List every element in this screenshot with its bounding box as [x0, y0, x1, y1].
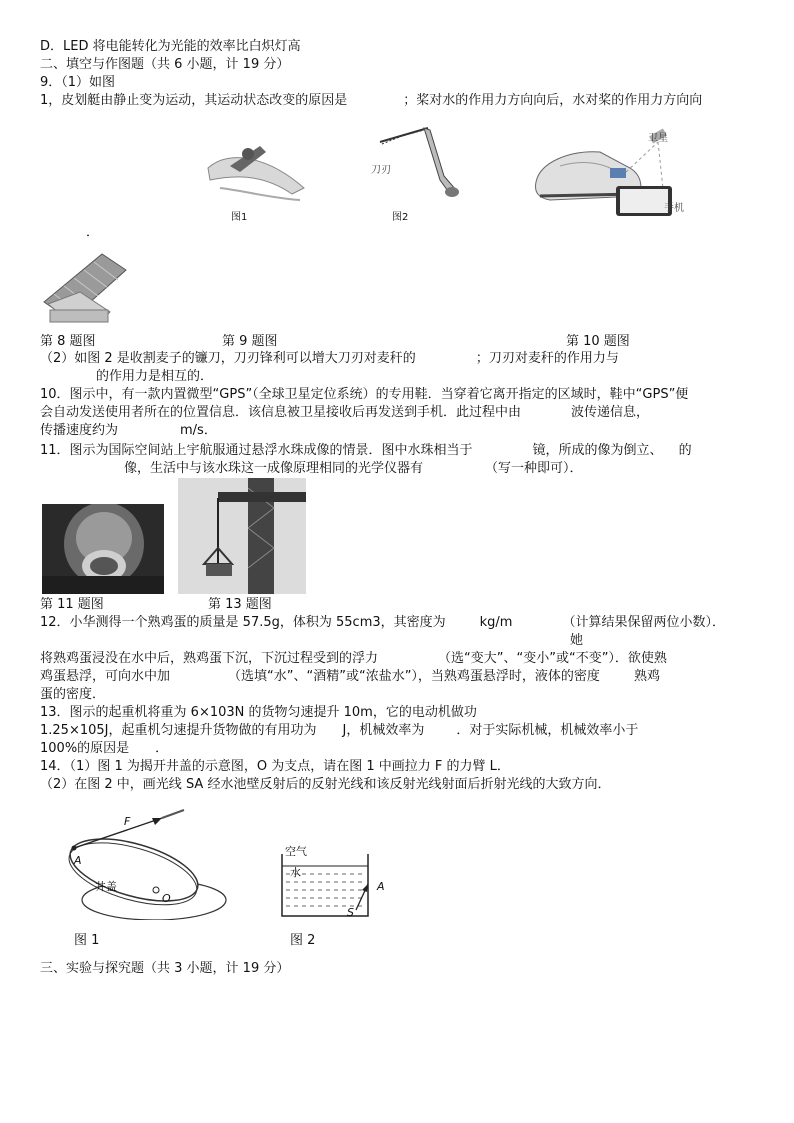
q12-line4: 蛋的密度． [40, 687, 106, 702]
label-F: F [124, 815, 131, 828]
q10-caption: 第 10 题图 [566, 334, 630, 349]
q14-fig1-caption: 图 1 [74, 933, 100, 948]
q13-line3: 100%的原因是 ． [40, 741, 169, 756]
label-A: A [74, 854, 82, 867]
q10-line3: 传播速度约为 m/s． [40, 423, 217, 438]
q10-line1: 10．图示中，有一款内置微型“GPS”（全球卫星定位系统）的专用鞋．当穿着它离开指定的区域时，鞋中“GPS”便 [40, 387, 689, 402]
q9-caption: 第 9 题图 [222, 334, 278, 349]
q14-line1: 14．（1）图 1 为揭开井盖的示意图，O 为支点，请在图 1 中画拉力 F 的力臂 L． [40, 759, 510, 774]
q12-line2: 将熟鸡蛋浸没在水中后，熟鸡蛋下沉，下沉过程受到的浮力 （选“变大”、“变小”或“不变”）．欲使熟 [40, 651, 667, 666]
q10-line2: 会自动发送使用者所在的位置信息．该信息被卫星接收后再发送到手机．此过程中由 波传递信息， [40, 405, 650, 420]
q12-line3: 鸡蛋悬浮，可向水中加 （选填“水”、“酒精”或“浓盐水”），当熟鸡蛋悬浮时，液体的密度 熟鸡 [40, 669, 660, 684]
label-A-fig2: A [377, 880, 385, 893]
kayak-figure [200, 128, 310, 210]
q9-part1: 1，皮划艇由静止变为运动，其运动状态改变的原因是 ；桨对水的作用力方向向后，水对桨的作用力方向向 [40, 93, 703, 108]
water-label: 水 [290, 866, 301, 879]
q13-caption: 第 13 题图 [208, 597, 272, 612]
q9-part2: （2）如图 2 是收割麦子的镰刀，刀刃锋利可以增大刀刃对麦秆的 ；刀刃对麦秆的作用力与 [40, 351, 619, 366]
section-3-heading: 三、实验与探究题（共 3 小题，计 19 分） [40, 961, 290, 976]
q11-line1: 11．图示为国际空间站上宇航服通过悬浮水珠成像的情景．图中水珠相当于 镜，所成的像为倒立、 的 [40, 443, 692, 458]
q12-line1: 12．小华测得一个熟鸡蛋的质量是 57.5g，体积为 55cm3，其密度为 kg/m （计算结果保留两位小数）． [40, 615, 725, 630]
label-S: S [347, 906, 354, 919]
fig2-caption: 图2 [392, 212, 409, 223]
q14-fig1-manhole [44, 808, 230, 920]
q13-crane-photo [178, 478, 306, 594]
section-2-heading: 二、填空与作图题（共 6 小题，计 19 分） [40, 57, 290, 72]
q8-caption: 第 8 题图 [40, 334, 96, 349]
label-O: O [162, 892, 171, 905]
q9-part1-end: ． [86, 225, 100, 240]
fig1-caption: 图1 [231, 212, 248, 223]
satellite-label: 卫星 [648, 133, 668, 144]
q13-line2: 1.25×105J，起重机匀速提升货物做的有用功为 J，机械效率为 ．对于实际机械，机械效率小于 [40, 723, 639, 738]
option-d-line: D．LED 将电能转化为光能的效率比白炽灯高 [40, 39, 301, 54]
q11-water-drop-photo [42, 504, 164, 594]
q11-line2: 像，生活中与该水珠这一成像原理相同的光学仪器有 （写一种即可）． [124, 461, 583, 476]
knife-edge-label: 刀刃 [371, 165, 391, 176]
q9-part2-end: 的作用力是相互的． [96, 369, 214, 384]
phone-label: 手机 [664, 203, 684, 214]
q11-caption: 第 11 题图 [40, 597, 104, 612]
q14-fig2-caption: 图 2 [290, 933, 316, 948]
q12-she: 她 [570, 633, 584, 648]
q8-solar-figure [40, 252, 128, 330]
air-label: 空气 [285, 845, 307, 858]
q13-line1: 13．图示的起重机将重为 6×103N 的货物匀速提升 10m，它的电动机做功 [40, 705, 477, 720]
q14-line2: （2）在图 2 中，画光线 SA 经水池壁反射后的反射光线和该反射光线射面后折射光线的大致方向． [40, 777, 611, 792]
q9-intro: 9．（1）如图 [40, 75, 116, 90]
manhole-lid-label: 井盖 [95, 880, 117, 893]
